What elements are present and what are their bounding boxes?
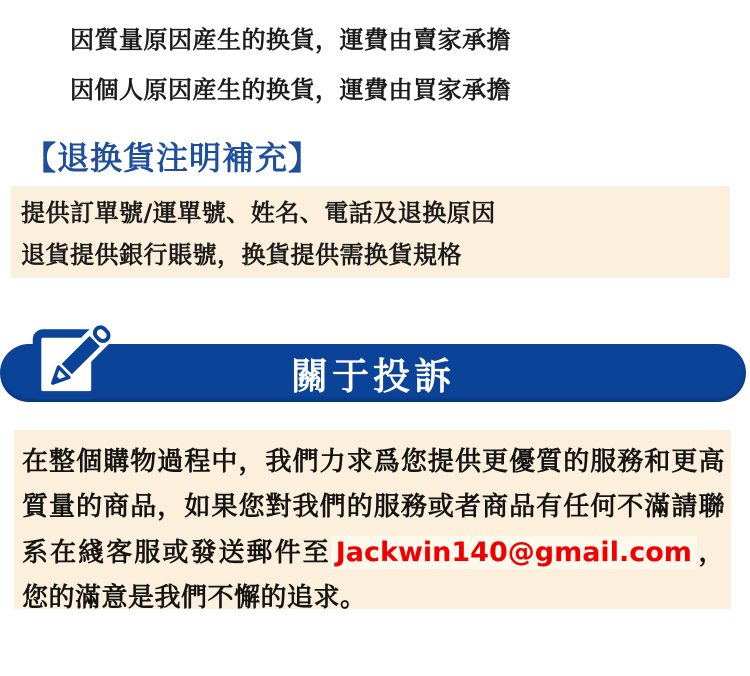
complaint-text-before-email: 在整個購物過程中，我們力求爲您提供更優質的服務和更高質量的商品，如果您對我們的服務或者商品有任何不滿請聯系在綫客服或發送郵件至 <box>22 447 725 568</box>
complaint-text-after-email: ，您的滿意是我們不懈的追求。 <box>22 538 725 613</box>
complaint-banner-title: 關于投訴 <box>291 355 455 398</box>
return-supplement-box <box>11 186 730 278</box>
contact-email[interactable]: Jackwin140@gmail.com <box>331 536 697 569</box>
complaint-body-box <box>14 430 731 613</box>
policy-line-personal: 因個人原因産生的换貨，運費由買家承擔 <box>70 76 511 104</box>
return-supplement-heading: 【退换貨注明補充】 <box>24 139 322 177</box>
supplement-line-bank-info: 退貨提供銀行賬號，换貨提供需换貨規格 <box>21 241 462 269</box>
edit-pencil-icon <box>31 309 117 401</box>
supplement-line-order-info: 提供訂單號/運單號、姓名、電話及退换原因 <box>21 199 496 227</box>
policy-line-quality: 因質量原因産生的换貨，運費由賣家承擔 <box>70 26 511 54</box>
complaint-text <box>22 440 725 621</box>
